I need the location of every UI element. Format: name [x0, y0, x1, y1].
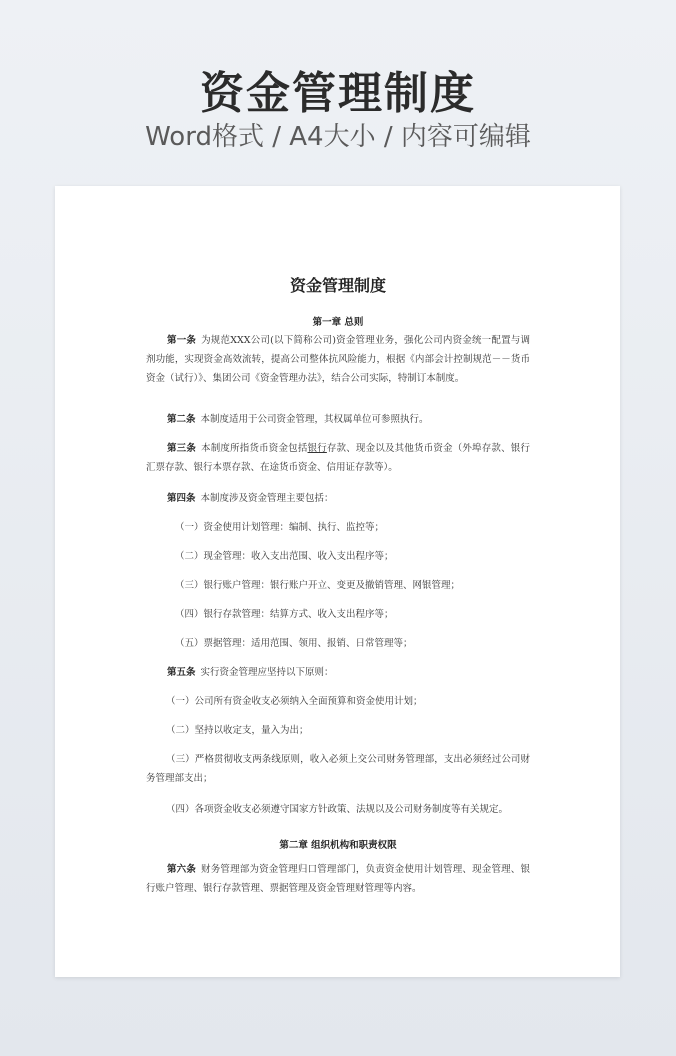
article-1 [146, 331, 530, 388]
chapter-heading-2: 第二章 组织机构和职责权限 [279, 840, 397, 851]
hero-title: 资金管理制度 [200, 68, 476, 119]
article-label: 第五条 [167, 667, 196, 678]
article-5 [146, 663, 530, 682]
article-6 [146, 860, 530, 898]
list-item: （三）严格贯彻收支两条线原则，收入必须上交公司财务管理部，支出必须经过公司财务管理部支出； [146, 754, 530, 784]
list-item: （五）票据管理：适用范围、领用、报销、日常管理等； [175, 638, 413, 649]
article-text: 本制度适用于公司资金管理，其权属单位可参照执行。 [200, 414, 429, 425]
list-item: （二）坚持以收定支，量入为出； [166, 725, 309, 736]
list-item: （二）现金管理：收入支出范围、收入支出程序等； [175, 551, 394, 562]
list-item: （一）资金使用计划管理：编制、执行、监控等； [175, 522, 385, 533]
article-text: 财务管理部为资金管理归口管理部门，负责资金使用计划管理、现金管理、银行账户管理、银行存款管理、票据管理及资金管理财管理等内容。 [146, 864, 530, 894]
article-label: 第四条 [167, 493, 196, 504]
bank-link[interactable]: 银行 [307, 443, 327, 454]
article-label: 第一条 [167, 335, 197, 346]
document-title: 资金管理制度 [289, 276, 386, 295]
article-text: 本制度涉及资金管理主要包括： [200, 493, 334, 504]
article-text: 为规范XXX公司(以下简称公司)资金管理业务，强化公司内资金统一配置与调剂功能，实现资金高效流转，提高公司整体抗风险能力，根据《内部会计控制规范－－货币资金（试行）》、集团公司《资金管理办法》，结合公司实际，特制订本制度。 [146, 335, 530, 384]
list-item: （一）公司所有资金收支必须纳入全面预算和资金使用计划； [166, 696, 423, 707]
hero-subtitle: Word格式 / A4大小 / 内容可编辑 [145, 122, 531, 152]
article-4 [146, 489, 530, 508]
article-label: 第三条 [167, 443, 197, 454]
article-label: 第六条 [167, 864, 197, 875]
article-text: 实行资金管理应坚持以下原则： [200, 667, 334, 678]
article-3 [146, 439, 530, 477]
list-item: （四）银行存款管理：结算方式、收入支出程序等； [175, 609, 394, 620]
list-item: （三）银行账户管理：银行账户开立、变更及撤销管理、网银管理； [175, 580, 461, 591]
article-text: 存款、现金以及其他货币资金（外埠存款、银行汇票存款、银行本票存款、在途货币资金、信用证存款等）。 [146, 443, 530, 473]
chapter-heading-1: 第一章 总则 [312, 317, 364, 328]
article-label: 第二条 [167, 414, 196, 425]
article-text: 本制度所指货币资金包括 [201, 443, 308, 454]
article-2 [146, 410, 530, 429]
list-item: （四）各项资金收支必须遵守国家方针政策、法规以及公司财务制度等有关规定。 [166, 804, 509, 815]
